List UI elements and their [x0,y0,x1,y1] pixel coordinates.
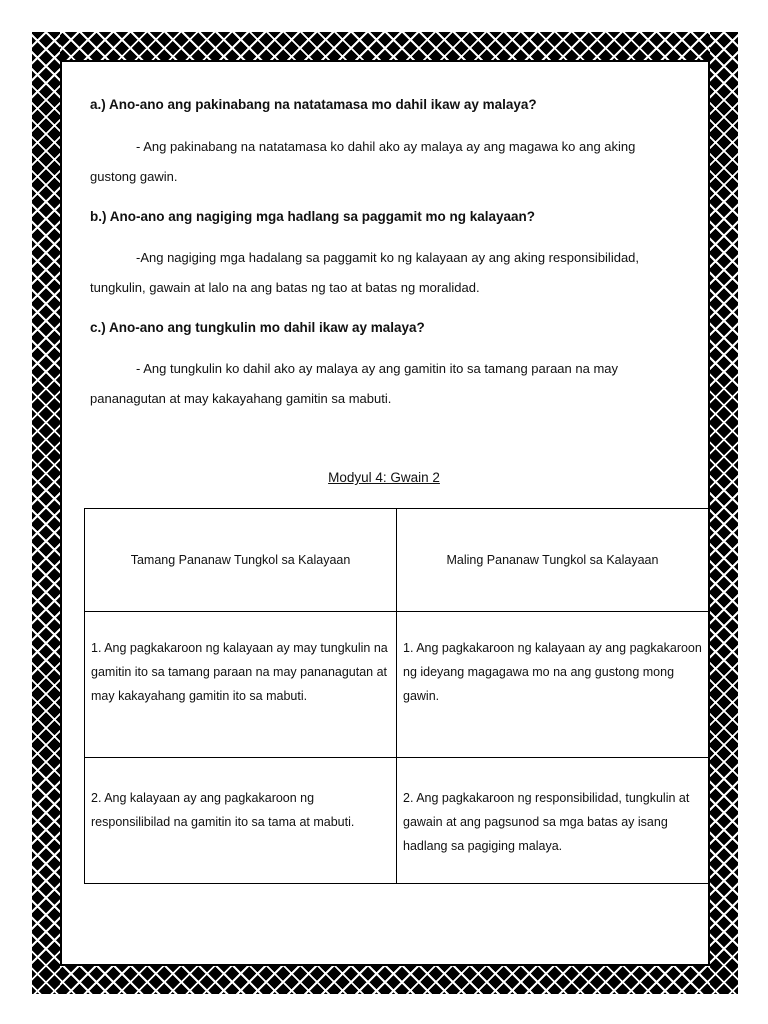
table-cell: 2. Ang kalayaan ay ang pagkakaroon ng responsilibilad na gamitin ito sa tama at mabuti. [85,758,397,884]
border-top-knotwork [32,32,738,60]
table-row [85,612,709,758]
question-c: c.) Ano-ano ang tungkulin mo dahil ikaw ay malaya? [90,320,425,335]
border-bottom-knotwork [32,966,738,994]
border-right-knotwork [710,32,738,994]
header-correct-view: Tamang Pananaw Tungkol sa Kalayaan [85,509,397,612]
header-wrong-view: Maling Pananaw Tungkol sa Kalayaan [397,509,709,612]
border-left-knotwork [32,32,60,994]
question-b: b.) Ano-ano ang nagiging mga hadlang sa paggamit mo ng kalayaan? [90,209,536,224]
views-table [84,508,709,884]
activity-title: Modyul 4: Gwain 2 [328,470,440,485]
table-cell: 1. Ang pagkakaroon ng kalayaan ay ang pagkakaroon ng ideyang magagawa mo na ang gustong mong gawin. [397,612,709,758]
table-row [85,758,709,884]
question-a: a.) Ano-ano ang pakinabang na natatamasa mo dahil ikaw ay malaya? [90,97,537,112]
table-cell: 2. Ang pagkakaroon ng responsibilidad, tungkulin at gawain at ang pagsunod sa mga batas ay isang hadlang sa pagiging malaya. [397,758,709,884]
answer-b: -Ang nagiging mga hadalang sa paggamit ko ng kalayaan ay ang aking responsibilidad, tungkulin, gawain at lalo na ang batas ng tao at batas ng moralidad. [90,250,640,295]
answer-c: - Ang tungkulin ko dahil ako ay malaya ay ang gamitin ito sa tamang paraan na may pananagutan at may kakayahang gamitin sa mabuti. [90,361,619,406]
table-cell: 1. Ang pagkakaroon ng kalayaan ay may tungkulin na gamitin ito sa tamang paraan na may pananagutan at may kakayahang gamitin ito sa mabuti. [85,612,397,758]
answer-a: - Ang pakinabang na natatamasa ko dahil ako ay malaya ay ang magawa ko ang aking gustong gawin. [90,139,636,184]
table-header-row [85,509,709,612]
